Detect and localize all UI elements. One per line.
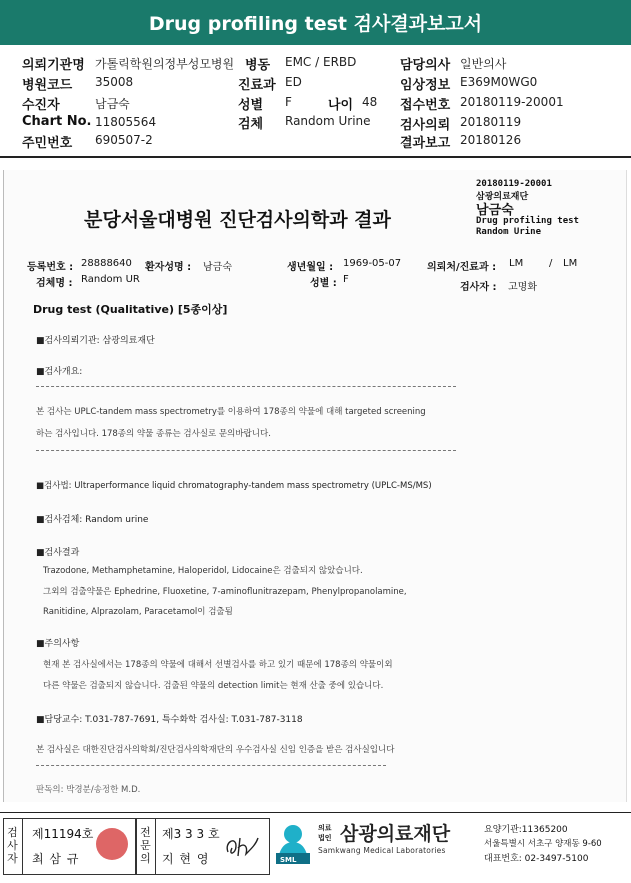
sex-value: F [343, 274, 349, 285]
header-value: F [285, 95, 292, 109]
stamp-specimen: Random Urine [476, 227, 542, 237]
logo-small-text: SML [280, 856, 297, 864]
signer-line: 판독의: 박경분/송정한 M.D. [36, 785, 141, 795]
sex-label: 성별 : [310, 278, 337, 289]
age-label: 나이 [328, 98, 354, 113]
header-label: 검체 [238, 117, 264, 132]
stamp-org: 삼광의료재단 [476, 192, 529, 202]
header-label: 담당의사 [400, 58, 451, 73]
header-label: 주민번호 [22, 136, 73, 151]
notice-heading: ■주의사항 [36, 639, 80, 649]
contact-line: ■담당교수: T.031-787-7691, 특수화학 검사실: T.031-787-3118 [36, 715, 303, 725]
header-label: 진료과 [238, 78, 276, 93]
page-title: Drug profiling test 검사결과보고서 [148, 13, 483, 35]
lab-line: ■검사의뢰기관: 삼광의료재단 [36, 336, 155, 346]
result-line-2: 그외의 검출약물은 Ephedrine, Fluoxetine, 7-aminoflunitrazepam, Phenylpropanolamine, [43, 587, 407, 597]
header-value: 20180119 [460, 115, 522, 129]
dept-separator: / [549, 258, 553, 269]
dob-label: 생년월일 : [287, 262, 334, 273]
specialist-tag: 전문의 [140, 826, 151, 865]
summary-heading: ■검사개요: [36, 367, 83, 377]
specialist-number: 제3 3 3 호 [162, 827, 220, 841]
header-label: 접수번호 [400, 98, 451, 113]
dashed-divider [36, 765, 386, 766]
facility-code: 요양기관:11365200 [484, 825, 568, 835]
header-value: EMC / ERBD [285, 55, 357, 69]
header-divider [0, 156, 631, 158]
stamp-test: Drug profiling test [476, 216, 579, 226]
dept-value-1: LM [509, 258, 524, 269]
logo-english: Samkwang Medical Laboratories [318, 846, 446, 855]
dashed-divider [36, 386, 456, 387]
header-label: 결과보고 [400, 136, 451, 151]
specimen-value: Random UR [81, 274, 140, 285]
stamp-name: 남금숙 [476, 203, 514, 218]
report-heading: 분당서울대병원 진단검사의학과 결과 [84, 209, 391, 231]
examiner-label: 검사자 : [460, 282, 497, 293]
result-line-3: Ranitidine, Alprazolam, Paracetamol이 검출됨 [43, 607, 233, 617]
header-value: 35008 [95, 75, 134, 89]
header-value: 일반의사 [460, 57, 507, 71]
header-label: 성별 [238, 98, 264, 113]
header-label: Chart No. [22, 114, 92, 129]
age-value: 48 [362, 95, 378, 109]
notice-line-1: 현재 본 검사실에서는 178종의 약물에 대해서 선별검사를 하고 있기 때문에 178종의 약물이외 [43, 660, 393, 670]
header-value: 690507-2 [95, 133, 153, 147]
examiner-seal-icon [96, 828, 128, 860]
logo-prefix-1: 의료 [318, 824, 332, 832]
header-label: 검사의뢰 [400, 118, 451, 133]
method-line: ■검사법: Ultraperformance liquid chromatography-tandem mass spectrometry (UPLC-MS/MS) [36, 481, 432, 491]
result-line-1: Trazodone, Methamphetamine, Haloperidol, Lidocaine은 검출되지 않았습니다. [43, 566, 363, 576]
examiner-name: 최 삼 규 [32, 852, 80, 866]
dept-value-2: LM [563, 258, 578, 269]
examiner-tag: 검사자 [7, 826, 18, 865]
dashed-divider [36, 450, 456, 451]
facility-phone: 대표번호: 02-3497-5100 [484, 854, 589, 864]
header-value: 11805564 [95, 115, 157, 129]
reg-value: 28888640 [81, 258, 132, 269]
header-label: 의뢰기관명 [22, 58, 85, 73]
dept-label: 의뢰처/진료과 : [427, 262, 497, 273]
examiner-number: 제11194호 [32, 827, 94, 841]
reg-label: 등록번호 : [27, 262, 74, 273]
header-value: 20180126 [460, 133, 522, 147]
header-value: 20180119-20001 [460, 95, 564, 109]
specialist-signature-icon [222, 832, 262, 862]
logo-name: 삼광의료재단 [340, 823, 451, 845]
patient-value: 남금숙 [203, 262, 232, 273]
certification-line: 본 검사실은 대한진단검사의학회/진단검사의학재단의 우수검사실 신임 인증을 받은 검사실입니다 [36, 745, 395, 755]
patient-label: 환자성명 : [145, 262, 192, 273]
header-label: 병동 [245, 58, 271, 73]
logo-prefix-2: 법인 [318, 834, 332, 842]
header-value: Random Urine [285, 114, 371, 128]
specimen-line: ■검사검체: Random urine [36, 515, 149, 525]
header-value: E369M0WG0 [460, 75, 538, 89]
header-label: 수진자 [22, 98, 60, 113]
facility-address: 서울특별시 서초구 양재동 9-60 [484, 839, 602, 849]
footer-divider [0, 812, 631, 813]
header-value: ED [285, 75, 302, 89]
header-value: 남금숙 [95, 97, 130, 111]
header-label: 병원코드 [22, 78, 73, 93]
dob-value: 1969-05-07 [343, 258, 402, 269]
result-heading: ■검사결과 [36, 548, 80, 558]
header-value: 가톨릭학원의정부성모병원 [95, 57, 235, 71]
header-label: 임상정보 [400, 78, 451, 93]
notice-line-2: 다른 약물은 검출되지 않습니다. 검출된 약물의 detection limit는 현재 산출 중에 있습니다. [43, 681, 384, 691]
examiner-value: 고명화 [508, 282, 537, 293]
summary-line-1: 본 검사는 UPLC-tandem mass spectrometry를 이용하여 178종의 약물에 대해 targeted screening [36, 407, 426, 417]
stamp-number: 20180119-20001 [476, 179, 552, 189]
specialist-name: 지 현 영 [162, 852, 210, 866]
specimen-label: 검체명 : [36, 278, 73, 289]
summary-line-2: 하는 검사입니다. 178종의 약물 종류는 검사실로 문의바랍니다. [36, 429, 271, 439]
test-title: Drug test (Qualitative) [5종이상] [33, 303, 228, 316]
